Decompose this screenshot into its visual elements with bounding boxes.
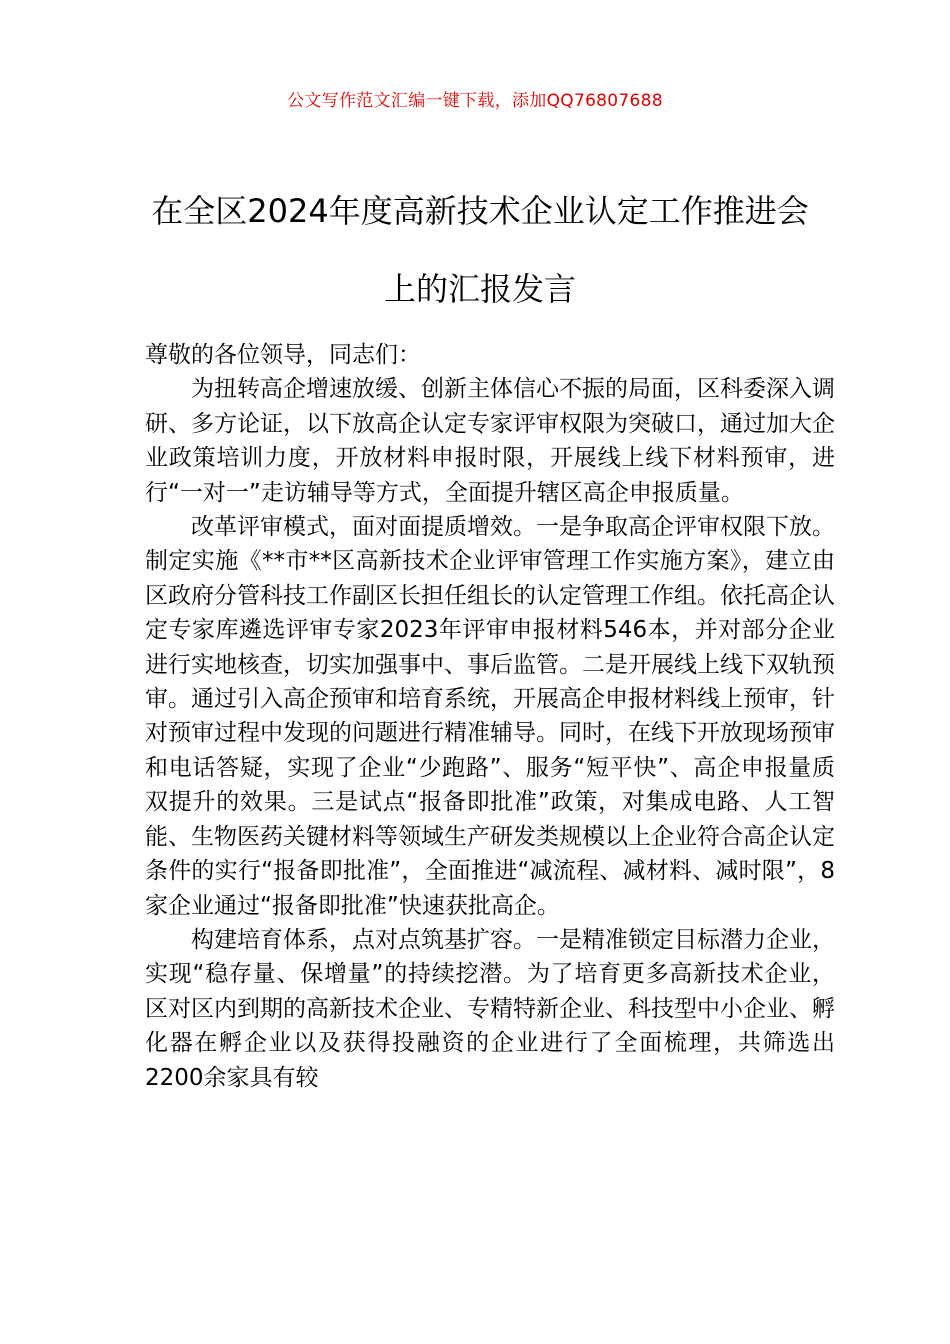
document-title: 在全区2024年度高新技术企业认定工作推进会上的汇报发言 bbox=[151, 192, 809, 308]
download-notice: 公文写作范文汇编一键下载，添加QQ76807688 bbox=[287, 91, 663, 111]
salutation: 尊敬的各位领导，同志们： bbox=[145, 342, 421, 368]
document-body bbox=[145, 338, 835, 1095]
paragraph-cultivation-system: 构建培育体系，点对点筑基扩容。一是精准锁定目标潜力企业，实现“稳存量、保增量”的持续挖潜。为了培育更多高新技术企业，区对区内到期的高新技术企业、专精特新企业、科技型中小企业、孵化器在孵企业以及获得投融资的企业进行了全面梳理，共筛选出2200余家具有较 bbox=[145, 926, 835, 1091]
paragraph-intro: 为扭转高企增速放缓、创新主体信心不振的局面，区科委深入调研、多方论证，以下放高企认定专家评审权限为突破口，通过加大企业政策培训力度，开放材料申报时限，开展线上线下材料预审，进行“一对一”走访辅导等方式，全面提升辖区高企申报质量。 bbox=[145, 376, 835, 506]
paragraph-review-reform: 改革评审模式，面对面提质增效。一是争取高企评审权限下放。制定实施《**市**区高新技术企业评审管理工作实施方案》，建立由区政府分管科技工作副区长担任组长的认定管理工作组。依托高企认定专家库遴选评审专家2023年评审申报材料546本，并对部分企业进行实地核查，切实加强事中、事后监管。二是开展线上线下双轨预审。通过引入高企预审和培育系统，开展高企申报材料线上预审，针对预审过程中发现的问题进行精准辅导。同时，在线下开放现场预审和电话答疑，实现了企业“少跑路”、服务“短平快”、高企申报量质双提升的效果。三是试点“报备即批准”政策，对集成电路、人工智能、生物医药关键材料等领域生产研发类规模以上企业符合高企认定条件的实行“报备即批准”，全面推进“减流程、减材料、减时限”，8家企业通过“报备即批准”快速获批高企。 bbox=[145, 514, 835, 919]
